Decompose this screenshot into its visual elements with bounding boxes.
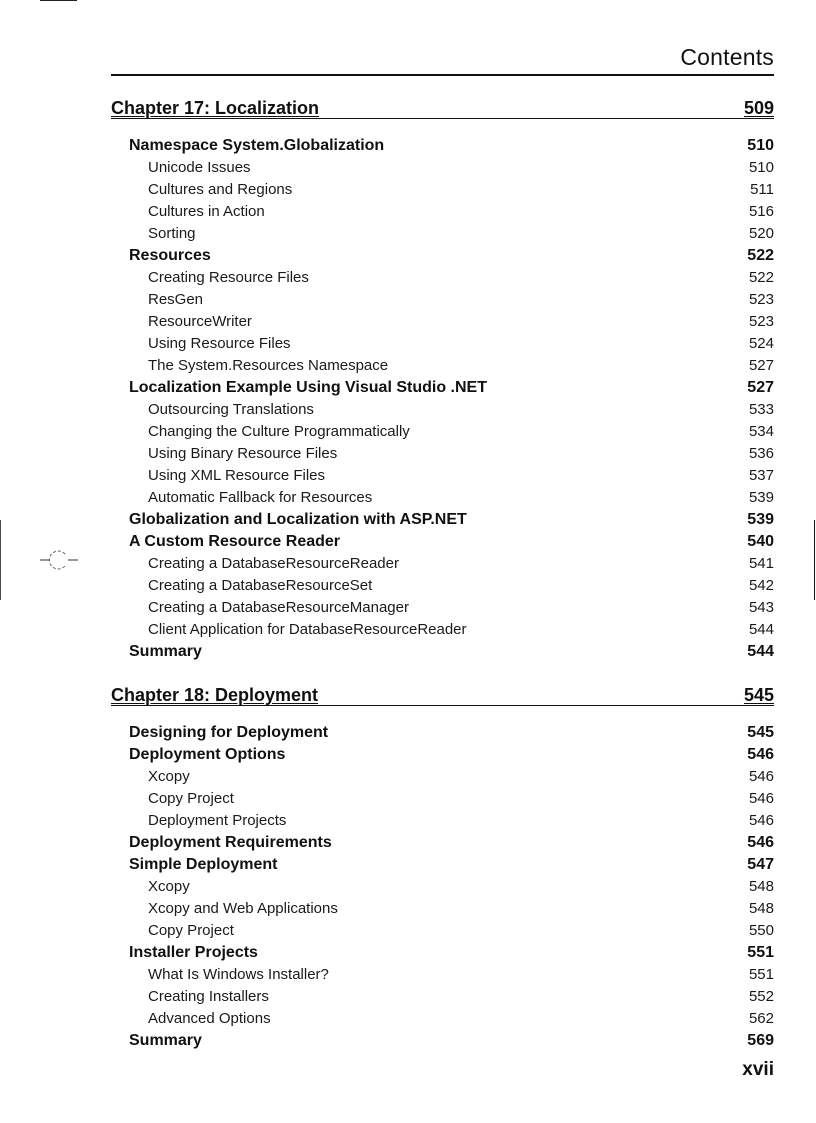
entry-page: 542 (748, 577, 774, 594)
entry-page: 543 (748, 599, 774, 616)
toc-subsection-entry[interactable] (111, 201, 774, 223)
toc-subsection-entry[interactable] (111, 986, 774, 1008)
entry-title: Installer Projects (129, 944, 258, 961)
toc-section-entry[interactable] (111, 245, 774, 267)
entry-title: Using Resource Files (148, 335, 291, 352)
entry-page: 569 (747, 1032, 774, 1049)
toc-subsection-entry[interactable] (111, 267, 774, 289)
header-divider (111, 74, 774, 76)
entry-page: 546 (748, 812, 774, 829)
entry-title: Creating Installers (148, 988, 269, 1005)
page-number: xvii (742, 1059, 774, 1080)
registration-mark-icon (0, 520, 80, 600)
entry-title: Summary (129, 1032, 202, 1049)
toc-section-entry[interactable] (111, 377, 774, 399)
toc-section-entry[interactable] (111, 722, 774, 744)
entry-title: Client Application for DatabaseResourceReader (148, 621, 467, 638)
entry-page: 546 (747, 746, 774, 763)
entry-page: 533 (748, 401, 774, 418)
entry-title: ResGen (148, 291, 204, 308)
entry-title: Resources (129, 247, 211, 264)
toc-subsection-entry[interactable] (111, 619, 774, 641)
entry-title: Cultures in Action (148, 203, 265, 220)
toc-section-entry[interactable] (111, 641, 774, 663)
entry-page: 546 (748, 768, 774, 785)
toc-subsection-entry[interactable] (111, 421, 774, 443)
chapter-page: 509 (743, 98, 774, 118)
entry-page: 562 (748, 1010, 774, 1027)
chapter-heading[interactable] (111, 685, 774, 706)
toc-section-entry[interactable] (111, 135, 774, 157)
toc-subsection-entry[interactable] (111, 487, 774, 509)
toc-subsection-entry[interactable] (111, 223, 774, 245)
entry-title: Xcopy (148, 768, 190, 785)
entry-title: Unicode Issues (148, 159, 251, 176)
entry-title: Globalization and Localization with ASP.NET (129, 511, 467, 528)
chapter-heading[interactable] (111, 98, 774, 119)
toc-subsection-entry[interactable] (111, 1008, 774, 1030)
entry-title: Using XML Resource Files (148, 467, 326, 484)
entry-title: A Custom Resource Reader (129, 533, 341, 550)
chapter-title: Chapter 17: Localization (111, 98, 320, 118)
entry-page: 539 (747, 511, 774, 528)
top-margin-rule (40, 0, 77, 1)
entry-title: Localization Example Using Visual Studio .NET (129, 379, 487, 396)
entry-page: 520 (748, 225, 774, 242)
toc-subsection-entry[interactable] (111, 355, 774, 377)
entry-title: Creating Resource Files (148, 269, 309, 286)
entry-title: Automatic Fallback for Resources (148, 489, 373, 506)
entry-page: 523 (748, 291, 774, 308)
entry-page: 550 (748, 922, 774, 939)
entry-page: 511 (750, 181, 774, 198)
entry-title: Deployment Requirements (129, 834, 332, 851)
entry-page: 541 (748, 555, 774, 572)
toc-subsection-entry[interactable] (111, 810, 774, 832)
entry-page: 522 (747, 247, 774, 264)
entry-page: 540 (747, 533, 774, 550)
entry-page: 537 (748, 467, 774, 484)
toc-subsection-entry[interactable] (111, 575, 774, 597)
entry-page: 536 (748, 445, 774, 462)
toc-subsection-entry[interactable] (111, 443, 774, 465)
entry-page: 527 (747, 379, 774, 396)
entry-title: Xcopy (148, 878, 190, 895)
entry-page: 545 (747, 724, 774, 741)
entry-title: Copy Project (148, 790, 234, 807)
entry-page: 524 (748, 335, 774, 352)
entry-title: Deployment Projects (148, 812, 287, 829)
toc-subsection-entry[interactable] (111, 311, 774, 333)
chapter-entries (111, 722, 774, 1052)
entry-title: The System.Resources Namespace (148, 357, 389, 374)
entry-title: Advanced Options (148, 1010, 271, 1027)
toc-subsection-entry[interactable] (111, 766, 774, 788)
toc-subsection-entry[interactable] (111, 788, 774, 810)
toc-section-entry[interactable] (111, 531, 774, 553)
toc-subsection-entry[interactable] (111, 399, 774, 421)
toc-section-entry[interactable] (111, 744, 774, 766)
entry-title: Cultures and Regions (148, 181, 293, 198)
entry-page: 546 (748, 790, 774, 807)
entry-title: Namespace System.Globalization (129, 137, 385, 154)
entry-title: Copy Project (148, 922, 234, 939)
toc-subsection-entry[interactable] (111, 597, 774, 619)
toc-section-entry[interactable] (111, 509, 774, 531)
entry-title: Simple Deployment (129, 856, 278, 873)
entry-page: 539 (748, 489, 774, 506)
entry-page: 551 (748, 966, 774, 983)
entry-page: 547 (747, 856, 774, 873)
entry-page: 522 (748, 269, 774, 286)
toc-subsection-entry[interactable] (111, 289, 774, 311)
toc-subsection-entry[interactable] (111, 876, 774, 898)
toc-subsection-entry[interactable] (111, 179, 774, 201)
toc-section-entry[interactable] (111, 854, 774, 876)
entry-title: Creating a DatabaseResourceReader (148, 555, 399, 572)
entry-title: What Is Windows Installer? (148, 966, 329, 983)
entry-title: Deployment Options (129, 746, 286, 763)
toc-section-entry[interactable] (111, 832, 774, 854)
right-edge-mark (814, 520, 815, 600)
toc-subsection-entry[interactable] (111, 553, 774, 575)
entry-title: Designing for Deployment (129, 724, 329, 741)
entry-page: 544 (748, 621, 774, 638)
entry-page: 534 (748, 423, 774, 440)
entry-title: Xcopy and Web Applications (148, 900, 338, 917)
entry-page: 527 (748, 357, 774, 374)
entry-page: 546 (747, 834, 774, 851)
toc-subsection-entry[interactable] (111, 465, 774, 487)
toc-subsection-entry[interactable] (111, 333, 774, 355)
toc-subsection-entry[interactable] (111, 964, 774, 986)
entry-title: Sorting (148, 225, 196, 242)
entry-page: 548 (748, 900, 774, 917)
toc-section-entry[interactable] (111, 942, 774, 964)
entry-title: ResourceWriter (148, 313, 252, 330)
entry-page: 516 (748, 203, 774, 220)
entry-title: Summary (129, 643, 202, 660)
table-of-contents (111, 98, 774, 1052)
entry-page: 510 (748, 159, 774, 176)
entry-title: Outsourcing Translations (148, 401, 314, 418)
entry-page: 544 (747, 643, 774, 660)
chapter-entries (111, 135, 774, 663)
entry-page: 510 (747, 137, 774, 154)
chapter-page: 545 (743, 685, 774, 705)
entry-title: Using Binary Resource Files (148, 445, 338, 462)
entry-title: Creating a DatabaseResourceManager (148, 599, 409, 616)
toc-subsection-entry[interactable] (111, 157, 774, 179)
chapter-title: Chapter 18: Deployment (111, 685, 319, 705)
entry-title: Creating a DatabaseResourceSet (148, 577, 373, 594)
entry-page: 523 (748, 313, 774, 330)
entry-page: 548 (748, 878, 774, 895)
entry-page: 551 (747, 944, 774, 961)
page-header-title: Contents (680, 44, 774, 70)
entry-title: Changing the Culture Programmatically (148, 423, 410, 440)
toc-section-entry[interactable] (111, 1030, 774, 1052)
toc-subsection-entry[interactable] (111, 920, 774, 942)
toc-subsection-entry[interactable] (111, 898, 774, 920)
entry-page: 552 (748, 988, 774, 1005)
